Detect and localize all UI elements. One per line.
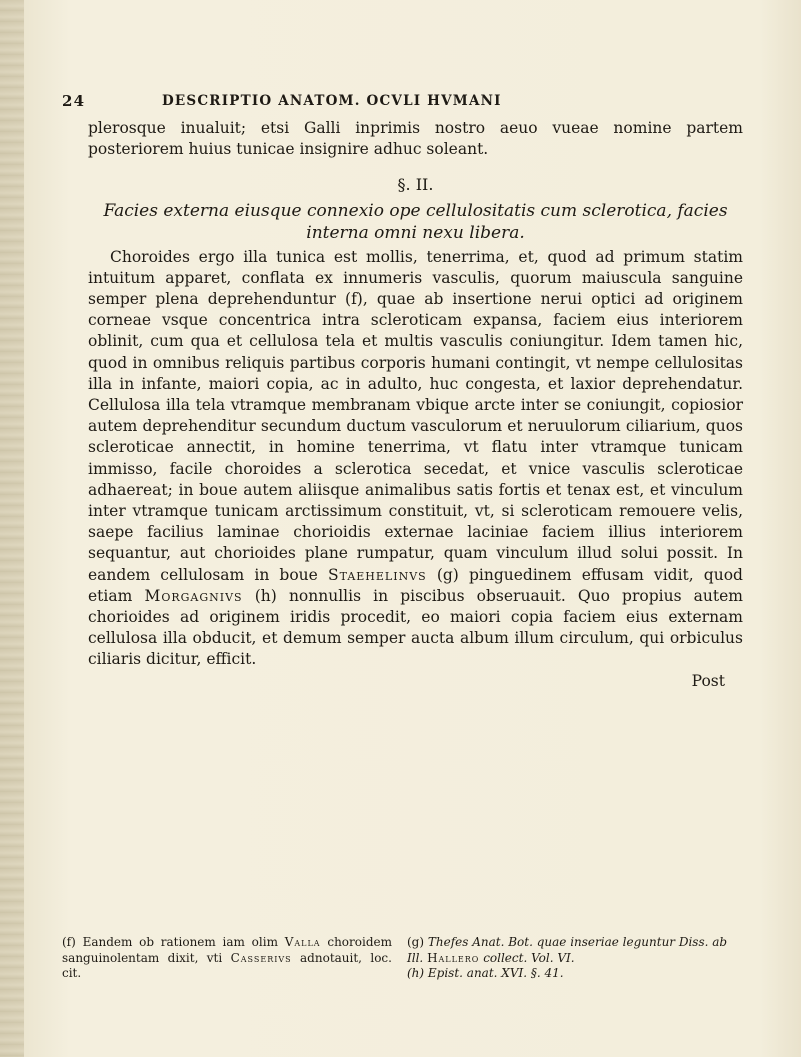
book-spine-edge xyxy=(0,0,24,1057)
footnote-f-casserius: Casserivs xyxy=(230,950,292,965)
footnote-f xyxy=(62,935,392,982)
footnote-f-text-a: (f) Eandem ob rationem iam olim xyxy=(62,935,278,949)
section-mark: §. II. xyxy=(397,175,434,195)
section-heading: Facies externa eiusque connexio ope cellulositatis cum sclerotica, facies interna omni nexu libera. xyxy=(103,200,728,243)
page-number: 24 xyxy=(62,92,86,110)
footnote-column-left xyxy=(62,935,392,982)
footnote-h: (h) Epist. anat. XVI. §. 41. xyxy=(407,966,564,980)
main-text xyxy=(88,118,743,692)
footnote-g-mark: (g) xyxy=(407,935,425,949)
footnote-column-right xyxy=(407,935,747,982)
body-paragraph xyxy=(88,247,743,671)
running-header xyxy=(62,92,742,114)
catchword: Post xyxy=(691,671,725,690)
footnote-g-text: Thefes Anat. Bot. quae inseriae leguntur Diss. ab Ill. xyxy=(407,935,728,965)
footnote-f-text-c: adnotauit, loc. cit. xyxy=(62,950,392,980)
footnote-f-text-b: choroidem sanguinolentam dixit, vti xyxy=(62,935,392,965)
intro-paragraph: plerosque inualuit; etsi Galli inprimis nostro aeuo vueae nomine partem posteriorem huius tunicae insignire adhuc soleant. xyxy=(88,119,743,159)
footnote-g-haller: Hallero xyxy=(427,950,480,965)
author-staehelin: Staehelinvs xyxy=(327,565,427,584)
footnote-g xyxy=(407,935,747,966)
paragraph-text-1: Choroides ergo illa tunica est mollis, tenerrima, et, quod ad primum statim intuitum apparet, conflata ex innumeris vasculis, quorum maiuscula sanguine semper plena deprehenduntur (f), quae ab insertione nerui optici ad originem corneae vsque concentrica intra scleroticam expansa, faciem eius interiorem oblinit, cum qua et cellulosa tela et multis vasculis coniungitur. Idem tamen hic, quod in omnibus reliquis partibus corporis humani contingit, vt nempe cellulositas illa in infante, maiori copia, ac in adulto, huc congesta, et laxior deprehendatur. Cellulosa illa tela vtramque membranam vbique arcte inter se coniungit, copiosior autem deprehenditur secundum ductum vasculorum et neruulorum ciliarium, quos scleroticae annectit, in homine tenerrima, vt flatu inter vtramque tunicam immisso, facile choroides a sclerotica secedat, et vnice vasculis scleroticae adhaereat; in boue autem aliisque animalibus satis fortis et tenax est, et vinculum inter vtramque tunicam arctissimum constituit, vt, si scleroticam remouere velis, saepe facilius laminae chorioidis externae laciniae faciem illius interiorem sequantur, aut chorioides plane rumpatur, quam vinculum illud solui possit. In eandem cellulosam in boue xyxy=(88,247,743,584)
author-morgagni: Morgagnivs xyxy=(144,586,243,605)
footnote-f-valla: Valla xyxy=(284,935,321,949)
paragraph-text-3: (h) nonnullis in piscibus obseruauit. Quo propius autem chorioides ad originem iridis procedit, eo maiori copia faciem eius externam cellulosa illa obducit, et demum semper aucta album illum circulum, qui orbiculus ciliaris dicitur, efficit. xyxy=(88,586,743,669)
footnote-g-tail: collect. Vol. VI. xyxy=(483,950,575,965)
paragraph-text-2: (g) pinguedinem effusam vidit, quod etiam xyxy=(88,565,743,605)
running-title: DESCRIPTIO ANATOM. OCVLI HVMANI xyxy=(162,93,502,109)
